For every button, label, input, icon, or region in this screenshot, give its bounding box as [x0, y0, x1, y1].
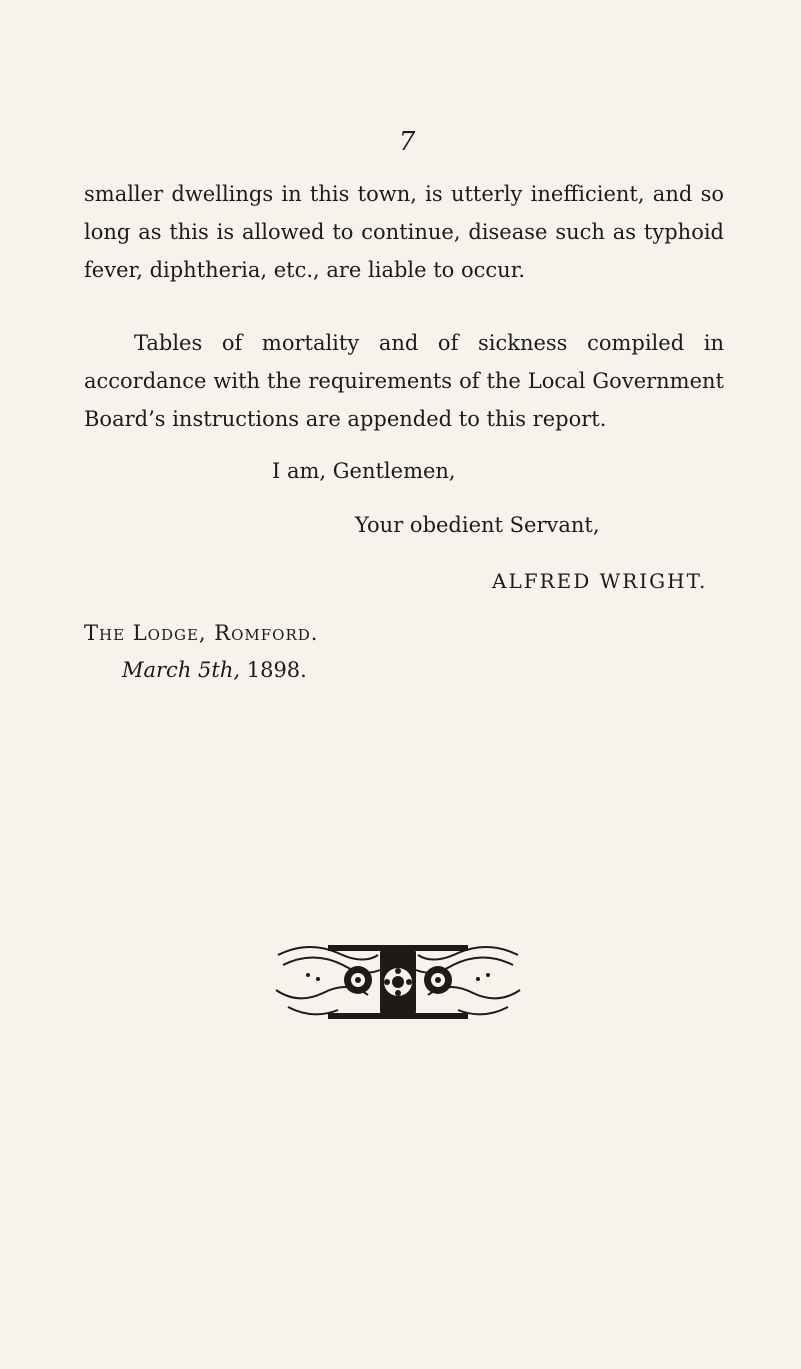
page-number: 7	[398, 127, 416, 157]
date-year: 1898.	[246, 658, 307, 682]
date-line	[122, 655, 307, 685]
salutation: I am, Gentlemen,	[272, 459, 456, 483]
body-paragraph-1: smaller dwellings in this town, is utterly inefficient, and so long as this is allowed to continue, disease such as typhoid fever, diphtheria, etc., are liable to occur.	[84, 182, 724, 282]
valediction: Your obedient Servant,	[355, 513, 600, 537]
body-paragraph-2: Tables of mortality and of sickness compiled in accordance with the requirements of the Local Government Board’s instructions are appended to this report.	[84, 331, 724, 431]
floral-tailpiece-ornament-icon	[268, 935, 528, 1030]
date-month-day: March 5th,	[122, 658, 241, 682]
signature: ALFRED WRIGHT.	[492, 569, 708, 593]
address-line: The Lodge, Romford.	[84, 621, 319, 645]
